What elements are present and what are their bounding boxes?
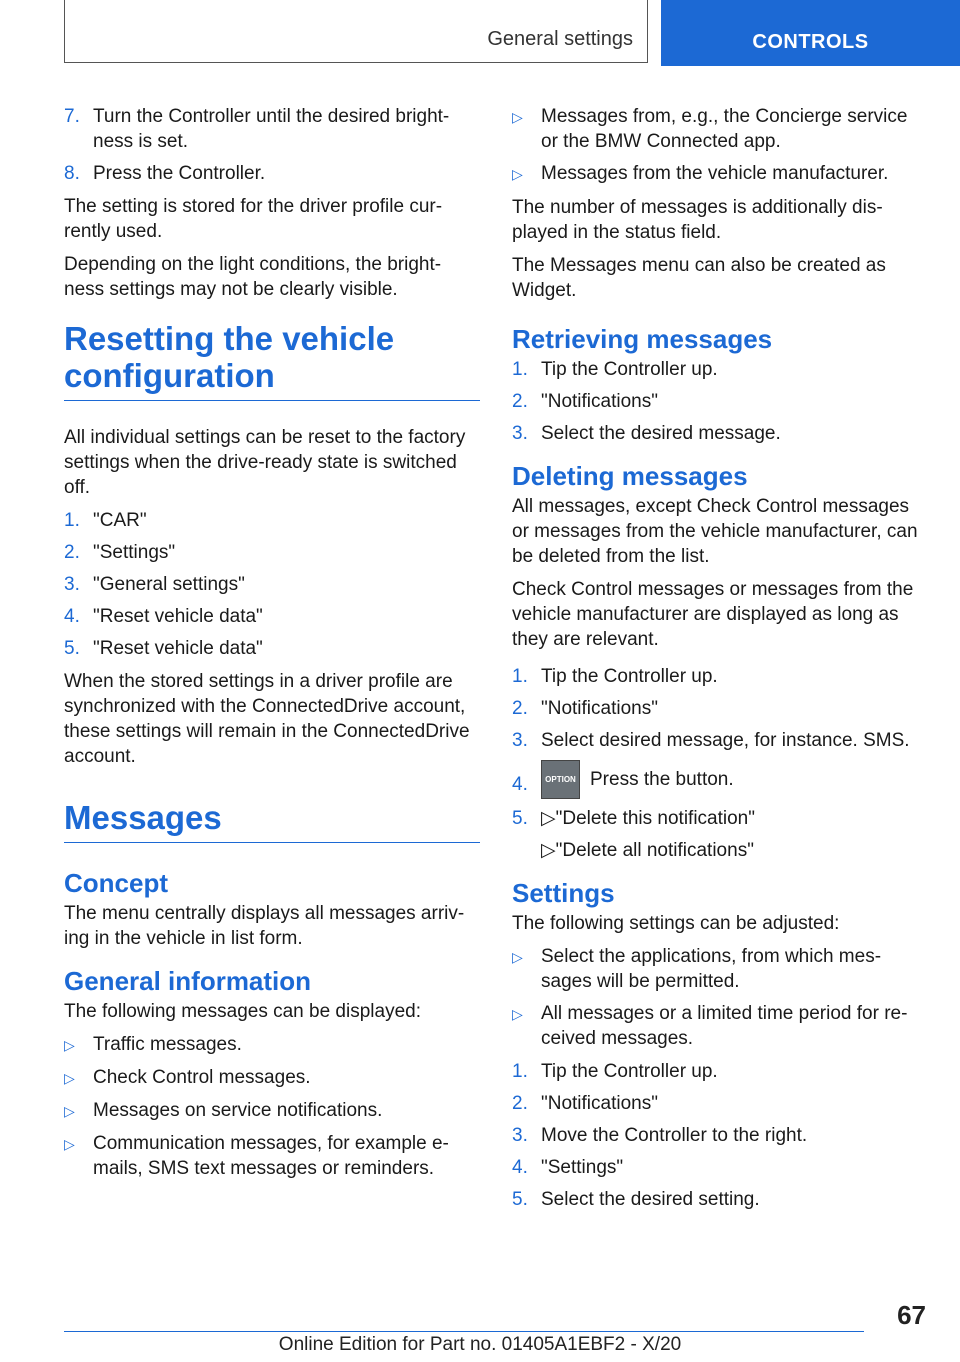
heading-deleting-messages: Deleting messages — [512, 461, 748, 491]
heading-concept: Concept — [64, 868, 168, 898]
list-item: 3. Select the desired message. — [512, 423, 781, 444]
footer-edition-text: Online Edition for Part no. 01405A1EBF2 - X/20 — [278, 1334, 682, 1355]
footer-divider — [64, 1331, 864, 1332]
list-item: 4. "Reset vehicle data" — [64, 606, 263, 627]
paragraph: The menu centrally displays all messages arriv- ing in the vehicle in list form. — [64, 903, 465, 949]
triangle-bullet-icon: ▷ — [64, 1070, 75, 1086]
heading-settings: Settings — [512, 878, 615, 908]
list-item: 1. Tip the Controller up. — [512, 359, 718, 380]
list-item: ▷ Communication messages, for example e- mails, SMS text messages or reminders. — [64, 1133, 449, 1179]
list-item: 5. "Reset vehicle data" — [64, 638, 263, 659]
list-item: 2. "Notifications" — [512, 698, 658, 719]
triangle-bullet-icon: ▷ — [512, 1006, 523, 1022]
heading-reset-vehicle-configuration: Resetting the vehicle configuration — [64, 320, 480, 401]
paragraph: The number of messages is additionally dis- played in the status field. — [512, 197, 883, 243]
paragraph: The setting is stored for the driver profile cur- rently used. — [64, 196, 443, 242]
list-item: 2. "Notifications" — [512, 391, 658, 412]
general-bullets — [64, 1032, 480, 1181]
triangle-bullet-icon: ▷ — [64, 1136, 75, 1152]
triangle-bullet-icon: ▷ — [512, 109, 523, 125]
page-number: 67 — [897, 1300, 926, 1330]
paragraph: Check Control messages or messages from the vehicle manufacturer are displayed as long as they are relevant. — [512, 579, 914, 650]
list-item: 3. "General settings" — [64, 574, 245, 595]
list-item: ▷ Select the applications, from which mes- sages will be permitted. — [512, 946, 882, 992]
paragraph: All messages, except Check Control messages or messages from the vehicle manufacturer, can be deleted from the list. — [512, 496, 918, 567]
left-column — [64, 104, 480, 1189]
list-item: 2. "Notifications" — [512, 1093, 658, 1114]
list-item: 3. Move the Controller to the right. — [512, 1125, 808, 1146]
section-header-box — [64, 0, 648, 63]
triangle-bullet-icon: ▷ — [64, 1103, 75, 1119]
paragraph: The following messages can be displayed: — [64, 1001, 421, 1022]
settings-bullets — [512, 944, 924, 1051]
list-item: 4. "Settings" — [512, 1157, 624, 1178]
reset-steps — [64, 508, 480, 661]
paragraph: The following settings can be adjusted: — [512, 913, 840, 934]
list-item: 4. OPTION Press the button. — [512, 760, 924, 799]
triangle-bullet-icon: ▷ — [512, 949, 523, 965]
heading-retrieving-messages: Retrieving messages — [512, 324, 773, 354]
triangle-bullet-icon: ▷ — [541, 840, 556, 861]
list-item: ▷ Messages from, e.g., the Concierge service or the BMW Connected app. — [512, 106, 908, 152]
list-item: ▷ Check Control messages. — [64, 1065, 480, 1091]
intro-steps — [64, 104, 480, 186]
list-item: 5. Select the desired setting. — [512, 1189, 760, 1210]
right-column — [512, 104, 924, 1220]
list-item: 2. "Settings" — [64, 542, 176, 563]
settings-steps — [512, 1059, 924, 1212]
triangle-bullet-icon: ▷ — [541, 808, 556, 829]
paragraph: When the stored settings in a driver profile are synchronized with the ConnectedDrive account, these settings will remain in the ConnectedDrive account. — [64, 671, 470, 767]
list-item: ▷ Messages from the vehicle manufacturer. — [512, 161, 924, 187]
list-item: 1. Tip the Controller up. — [512, 666, 718, 687]
retrieve-steps — [512, 357, 924, 446]
triangle-bullet-icon: ▷ — [64, 1037, 75, 1053]
delete-steps — [512, 664, 924, 863]
paragraph: The Messages menu can also be created as Widget. — [512, 255, 886, 301]
list-item: 3. Select desired message, for instance. SMS. — [512, 730, 910, 751]
list-item: 5. ▷ "Delete this notification" ▷ "Delete all notifications" — [512, 808, 755, 861]
chapter-tab: CONTROLS — [661, 0, 960, 66]
section-title: General settings — [487, 28, 633, 50]
paragraph: Depending on the light conditions, the bright- ness settings may not be clearly visible. — [64, 254, 442, 300]
heading-messages: Messages — [64, 799, 480, 843]
list-item: ▷ All messages or a limited time period for re- ceived messages. — [512, 1003, 908, 1049]
list-item: ▷ Traffic messages. — [64, 1032, 480, 1058]
option-button-icon: OPTION — [541, 760, 580, 799]
message-bullets — [512, 104, 924, 187]
triangle-bullet-icon: ▷ — [512, 166, 523, 182]
list-item: 8. Press the Controller. — [64, 163, 266, 184]
heading-general-information: General information — [64, 966, 312, 996]
list-item: 1. "CAR" — [64, 510, 147, 531]
list-item: 1. Tip the Controller up. — [512, 1061, 718, 1082]
paragraph: All individual settings can be reset to the factory settings when the drive-ready state is switched off. — [64, 427, 466, 498]
list-item: 7. Turn the Controller until the desired bright- ness is set. — [64, 106, 450, 152]
list-item: ▷ Messages on service notifications. — [64, 1098, 480, 1124]
page-header — [0, 0, 960, 66]
